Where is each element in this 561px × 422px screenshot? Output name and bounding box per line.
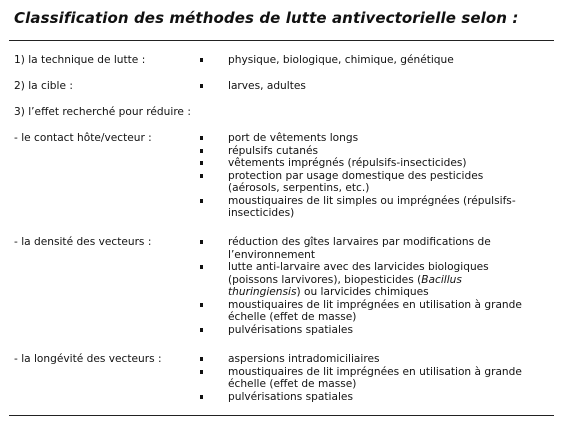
list-item-text: réduction des gîtes larvaires par modifications de l’environnement	[228, 236, 491, 261]
list-item-text: larves, adultes	[228, 80, 306, 92]
bullet-icon	[200, 357, 203, 361]
row-label: - la densité des vecteurs :	[14, 236, 152, 248]
list-item-text: vêtements imprégnés (répulsifs-insecticides)	[228, 157, 467, 169]
bullet-icon	[200, 174, 203, 178]
bullet-icon	[200, 149, 203, 153]
row-label: 3) l’effet recherché pour réduire :	[14, 106, 191, 118]
bullet-icon	[200, 370, 203, 374]
top-rule	[9, 40, 554, 41]
list-item-text: port de vêtements longs	[228, 132, 359, 144]
bullet-icon	[200, 240, 203, 244]
bullet-icon	[200, 199, 203, 203]
row-label: 1) la technique de lutte :	[14, 54, 146, 66]
list-item-text: moustiquaires de lit simples ou imprégnées (répulsifs-insecticides)	[228, 194, 516, 219]
list-item-text: pulvérisations spatiales	[228, 323, 353, 336]
list-item-text: pulvérisations spatiales	[228, 390, 353, 403]
row-label: - la longévité des vecteurs :	[14, 353, 162, 365]
bullet-icon	[200, 58, 203, 62]
list-item-text	[228, 261, 530, 299]
bullet-icon	[200, 395, 203, 399]
list-item-text: protection par usage domestique des pesticides (aérosols, serpentins, etc.)	[228, 169, 484, 194]
list-item-text-part: lutte anti-larvaire avec des larvicides biologiques (poissons larvivores), biopesticides (	[228, 261, 489, 286]
list-item-text: aspersions intradomiciliaires	[228, 353, 380, 365]
bullet-icon	[200, 161, 203, 165]
row-label: - le contact hôte/vecteur :	[14, 132, 152, 144]
list-item-text: physique, biologique, chimique, génétique	[228, 54, 454, 66]
list-item-text: moustiquaires de lit imprégnées en utilisation à grande échelle (effet de masse)	[228, 298, 522, 323]
bullet-icon	[200, 328, 203, 332]
row-label: 2) la cible :	[14, 80, 73, 92]
bullet-icon	[200, 265, 203, 269]
species-name: Bacillus thuringiensis	[228, 273, 462, 298]
page-title: Classification des méthodes de lutte antivectorielle selon :	[14, 9, 519, 27]
bullet-icon	[200, 303, 203, 307]
bullet-icon	[200, 84, 203, 88]
bottom-rule	[9, 415, 554, 416]
list-item-text-part: ) ou larvicides chimiques	[296, 286, 429, 298]
list-item-text: moustiquaires de lit imprégnées en utilisation à grande échelle (effet de masse)	[228, 365, 522, 390]
list-item-text: répulsifs cutanés	[228, 144, 319, 157]
bullet-icon	[200, 136, 203, 140]
